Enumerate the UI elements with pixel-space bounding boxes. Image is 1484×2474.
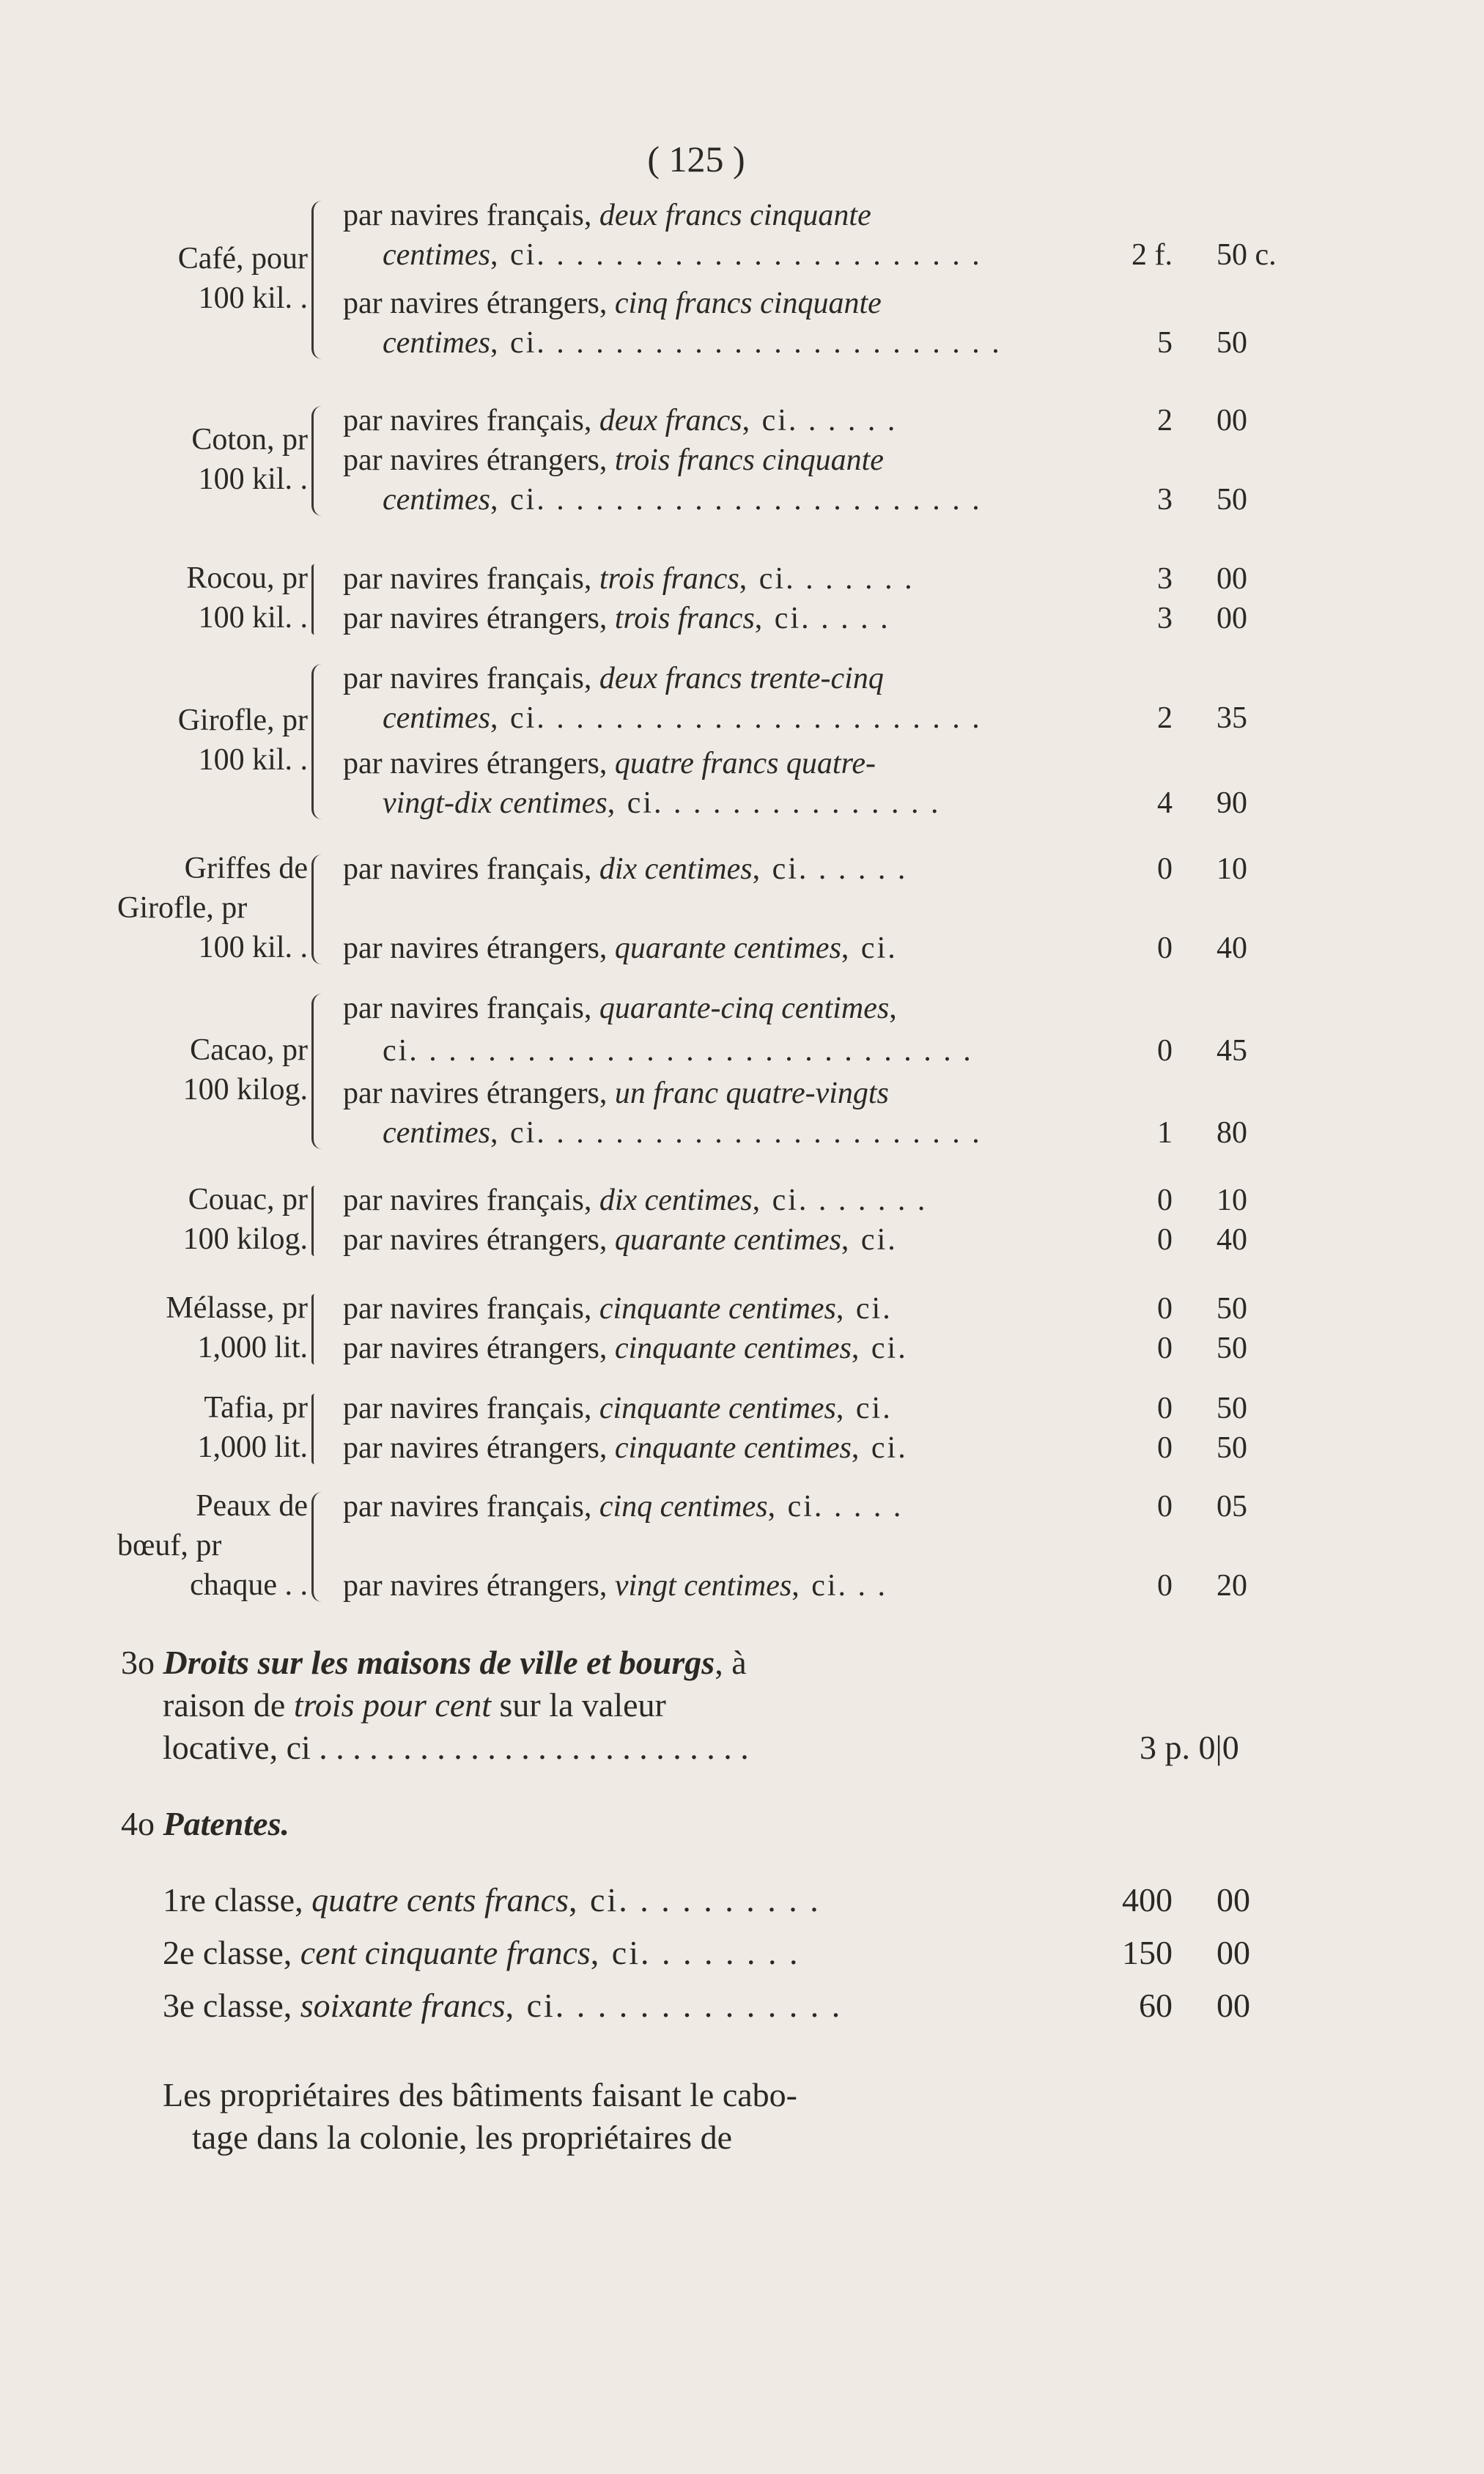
tariff-value-centimes: 10 <box>1217 1184 1247 1217</box>
tariff-line-text: par navires français, <box>343 1392 599 1425</box>
tariff-line <box>343 850 907 888</box>
patente-class-ordinal: 2e <box>163 1934 195 1971</box>
tariff-line-ci: , ci. . . . . . . <box>739 562 915 596</box>
tariff-value-francs: 0 <box>1157 852 1173 886</box>
section-3-title-rest: , à <box>715 1644 747 1681</box>
patente-value-francs: 150 <box>1122 1934 1173 1971</box>
tariff-value-francs: 5 <box>1157 326 1173 360</box>
tariff-line-amount: quarante centimes <box>614 1223 841 1257</box>
tariff-value-francs: 0 <box>1157 1034 1173 1068</box>
tariff-line <box>343 929 898 967</box>
tariff-value-centimes: 35 <box>1217 701 1247 735</box>
tariff-value-centimes: 50 c. <box>1217 238 1277 272</box>
closing-line-2: tage dans la colonie, les propriétaires de <box>192 2119 732 2156</box>
section-3-line-2-a: raison de <box>163 1686 294 1724</box>
tariff-value-centimes: 40 <box>1217 931 1247 965</box>
tariff-value-centimes: 40 <box>1217 1223 1247 1257</box>
tariff-value-francs: 0 <box>1157 1223 1173 1257</box>
tariff-line-text: par navires français, <box>343 662 599 695</box>
tariff-line <box>343 989 899 1027</box>
tariff-value-centimes: 45 <box>1217 1034 1247 1068</box>
tariff-line <box>343 1181 927 1219</box>
tariff-line <box>343 402 897 440</box>
tariff-line <box>343 1074 889 1112</box>
tariff-brace <box>311 564 325 635</box>
tariff-line <box>383 1114 982 1152</box>
tariff-label-line: 100 kil. . <box>198 281 308 315</box>
tariff-brace <box>311 1492 325 1602</box>
tariff-line-ci: , ci. <box>841 1223 898 1257</box>
patente-class-amount: soixante francs <box>300 1987 506 2024</box>
tariff-line-text: par navires français, <box>343 852 599 886</box>
tariff-line-text: par navires français, <box>343 562 599 596</box>
tariff-label-line: Cacao, pr <box>190 1033 308 1067</box>
patente-class-amount: cent cinquante francs <box>300 1934 591 1971</box>
patente-class-ordinal: 1re <box>163 1881 206 1919</box>
tariff-line-amount: centimes <box>383 238 490 272</box>
tariff-line <box>343 1329 908 1367</box>
tariff-label-line: 1,000 lit. <box>197 1430 308 1464</box>
tariff-line-amount: trois francs <box>614 602 755 635</box>
tariff-label-line: 1,000 lit. <box>197 1331 308 1365</box>
tariff-line-text: par navires français, <box>343 1490 599 1524</box>
tariff-value-centimes: 50 <box>1217 326 1247 360</box>
tariff-line <box>343 745 876 783</box>
tariff-line-text: par navires étrangers, <box>343 931 615 965</box>
tariff-line <box>343 599 890 638</box>
tariff-line-ci: , ci. . . . . . <box>742 404 898 437</box>
tariff-line <box>343 284 882 322</box>
tariff-line-ci: , ci. <box>835 1392 893 1425</box>
tariff-line-amount: centimes <box>383 1116 490 1150</box>
tariff-line-amount: cinquante centimes <box>614 1332 852 1365</box>
tariff-line-amount: centimes <box>383 701 490 735</box>
tariff-value-francs: 0 <box>1157 1292 1173 1326</box>
tariff-value-francs: 0 <box>1157 931 1173 965</box>
page-number: ( 125 ) <box>647 139 745 180</box>
patente-class-row <box>163 1879 821 1921</box>
tariff-value-centimes: 50 <box>1217 483 1247 517</box>
tariff-brace <box>311 201 325 359</box>
tariff-value-francs: 3 <box>1157 562 1173 596</box>
tariff-line-amount: un franc quatre-vingts <box>614 1077 889 1110</box>
patente-class-row <box>163 1984 842 2027</box>
tariff-line-amount: cinq francs cinquante <box>614 287 882 320</box>
tariff-brace <box>311 1394 325 1464</box>
patente-class-label: classe, <box>194 1934 300 1971</box>
tariff-value-francs: 0 <box>1157 1184 1173 1217</box>
tariff-line-ci: , ci. . . <box>791 1569 888 1603</box>
tariff-value-centimes: 50 <box>1217 1292 1247 1326</box>
tariff-line-text: par navires français, <box>343 199 599 232</box>
tariff-line-amount: dix centimes <box>599 852 753 886</box>
tariff-value-centimes: 50 <box>1217 1431 1247 1465</box>
tariff-line-text: par navires français, <box>343 1292 599 1326</box>
section-3-heading <box>121 1642 747 1684</box>
tariff-line-ci: , ci. <box>851 1431 908 1465</box>
tariff-label-line: Tafia, pr <box>204 1391 308 1425</box>
tariff-brace <box>311 1186 325 1256</box>
tariff-line-text: par navires étrangers, <box>343 1431 615 1465</box>
tariff-label-line: Girofle, pr <box>177 704 308 737</box>
tariff-brace <box>311 1294 325 1365</box>
tariff-line-amount: dix centimes <box>599 1184 753 1217</box>
tariff-line <box>383 784 941 822</box>
patente-class-row <box>163 1932 800 1974</box>
tariff-line-ci: , ci. . . . . . . . . . . . . . . . . . . . . . . <box>490 483 982 517</box>
tariff-line-ci: , ci. <box>835 1292 893 1326</box>
patente-class-label: classe, <box>194 1987 300 2024</box>
tariff-value-centimes: 05 <box>1217 1490 1247 1524</box>
tariff-line <box>383 236 982 274</box>
tariff-label-line: 100 kilog. <box>182 1222 308 1256</box>
tariff-value-francs: 0 <box>1157 1490 1173 1524</box>
patente-class-ci: , ci. . . . . . . . <box>590 1934 800 1971</box>
tariff-value-centimes: 50 <box>1217 1332 1247 1365</box>
tariff-label-line: Peaux de <box>196 1489 308 1523</box>
section-3-value: 3 p. 0|0 <box>1140 1729 1239 1766</box>
tariff-line-amount: deux francs cinquante <box>599 199 871 232</box>
tariff-line-amount: quarante centimes <box>614 931 841 965</box>
tariff-line-amount: deux francs <box>599 404 742 437</box>
tariff-value-francs: 3 <box>1157 602 1173 635</box>
tariff-value-francs: 0 <box>1157 1431 1173 1465</box>
tariff-line-amount: cinquante centimes <box>599 1392 836 1425</box>
tariff-line-amount: centimes <box>383 483 490 517</box>
tariff-line-ci: , ci. . . . . . . . . . . . . . . . . . . . . . . . <box>490 326 1002 360</box>
tariff-label-line: 100 kil. . <box>198 601 308 635</box>
tariff-value-francs: 2 <box>1157 404 1173 437</box>
tariff-value-francs: 3 <box>1157 483 1173 517</box>
patente-class-ci: , ci. . . . . . . . . . <box>569 1881 821 1919</box>
tariff-line-text: par navires étrangers, <box>343 1569 615 1603</box>
tariff-line-amount: vingt centimes <box>614 1569 792 1603</box>
patente-class-ci: , ci. . . . . . . . . . . . . . <box>505 1987 843 2024</box>
tariff-line <box>343 560 915 598</box>
tariff-value-francs: 1 <box>1157 1116 1173 1150</box>
tariff-line-ci: , ci. . . . . <box>754 602 890 635</box>
tariff-line-amount: cinquante centimes <box>599 1292 836 1326</box>
tariff-brace <box>311 406 325 516</box>
tariff-value-francs: 0 <box>1157 1569 1173 1603</box>
patente-value-centimes: 00 <box>1217 1934 1250 1971</box>
section-3-line-2-b: sur la valeur <box>491 1686 666 1724</box>
tariff-value-francs: 4 <box>1157 786 1173 820</box>
tariff-label-line: Girofle, pr <box>117 891 248 925</box>
tariff-label-line: Coton, pr <box>191 423 308 457</box>
section-4-title: Patentes. <box>163 1805 289 1842</box>
tariff-line <box>343 660 884 698</box>
patente-value-francs: 60 <box>1139 1987 1173 2024</box>
section-3-line-3: locative, ci . . . . . . . . . . . . . . . . . . . . . . . . . . <box>163 1729 749 1766</box>
tariff-label-line: Mélasse, pr <box>166 1291 308 1325</box>
tariff-line-amount: trois francs <box>599 562 739 596</box>
tariff-value-francs: 0 <box>1157 1392 1173 1425</box>
tariff-value-centimes: 80 <box>1217 1116 1247 1150</box>
patente-value-centimes: 00 <box>1217 1987 1250 2024</box>
tariff-line-text: par navires étrangers, <box>343 747 615 780</box>
tariff-value-centimes: 00 <box>1217 562 1247 596</box>
patente-class-ordinal: 3e <box>163 1987 195 2024</box>
tariff-brace <box>311 994 325 1149</box>
tariff-line-ci: ci. . . . . . . . . . . . . . . . . . . . . . . . . . . . . <box>383 1034 973 1068</box>
tariff-value-centimes: 10 <box>1217 852 1247 886</box>
tariff-line-ci: , ci. . . . . . . <box>752 1184 928 1217</box>
tariff-line <box>343 1429 908 1467</box>
tariff-value-centimes: 90 <box>1217 786 1247 820</box>
tariff-line <box>383 1032 973 1070</box>
tariff-label-line: 100 kil. . <box>198 743 308 777</box>
tariff-line-text: par navires étrangers, <box>343 602 615 635</box>
tariff-line <box>343 1290 893 1328</box>
tariff-brace <box>311 664 325 819</box>
tariff-line <box>343 196 871 235</box>
tariff-value-francs: 2 f. <box>1132 238 1173 272</box>
tariff-line-text: par navires étrangers, <box>343 1077 615 1110</box>
section-4-number: 4o <box>121 1805 155 1842</box>
tariff-line-ci: , ci. . . . . . <box>752 852 908 886</box>
tariff-line <box>383 324 1002 362</box>
tariff-line <box>343 1567 887 1605</box>
tariff-line-amount: trois francs cinquante <box>614 443 884 477</box>
section-4-heading <box>121 1803 289 1845</box>
tariff-line <box>343 1221 898 1259</box>
tariff-line-ci: , ci. . . . . . . . . . . . . . . . . . . . . . . <box>490 1116 982 1150</box>
tariff-label-line: 100 kil. . <box>198 462 308 496</box>
tariff-line-text: par navires français, <box>343 404 599 437</box>
tariff-line-ci: , <box>889 992 899 1025</box>
tariff-label-line: Rocou, pr <box>186 561 308 595</box>
section-3-line-2-italic: trois pour cent <box>293 1686 492 1724</box>
tariff-value-francs: 2 <box>1157 701 1173 735</box>
tariff-line-amount: deux francs trente-cinq <box>599 662 884 695</box>
section-3-number: 3o <box>121 1644 155 1681</box>
tariff-line-amount: vingt-dix centimes <box>383 786 608 820</box>
tariff-line-ci: , ci. . . . . . . . . . . . . . . . . . . . . . . <box>490 701 982 735</box>
section-3-line-2 <box>163 1684 666 1727</box>
tariff-label-line: Café, pour <box>177 242 308 276</box>
tariff-line-amount: centimes <box>383 326 490 360</box>
tariff-line-amount: cinquante centimes <box>614 1431 852 1465</box>
patente-class-amount: quatre cents francs <box>311 1881 569 1919</box>
section-3-title: Droits sur les maisons de ville et bourgs <box>163 1644 715 1681</box>
tariff-line-text: par navires étrangers, <box>343 1223 615 1257</box>
tariff-line-text: par navires étrangers, <box>343 443 615 477</box>
tariff-brace <box>311 854 325 964</box>
tariff-label-line: 100 kilog. <box>182 1073 308 1107</box>
tariff-label-line: chaque . . <box>190 1568 308 1602</box>
tariff-line <box>383 481 982 519</box>
tariff-line <box>343 1488 903 1526</box>
tariff-line-ci: , ci. <box>851 1332 908 1365</box>
tariff-line-amount: cinq centimes <box>599 1490 768 1524</box>
tariff-line-ci: , ci. . . . . . . . . . . . . . . . . . . . . . . <box>490 238 982 272</box>
patente-class-label: classe, <box>205 1881 312 1919</box>
tariff-line-ci: , ci. <box>841 931 898 965</box>
closing-line-1: Les propriétaires des bâtiments faisant le cabo- <box>163 2076 798 2113</box>
tariff-label-line: Griffes de <box>184 852 308 885</box>
tariff-label-line: bœuf, pr <box>117 1529 222 1562</box>
patente-value-francs: 400 <box>1122 1881 1173 1919</box>
tariff-line-text: par navires étrangers, <box>343 287 615 320</box>
tariff-label-line: 100 kil. . <box>198 931 308 964</box>
tariff-line-ci: , ci. . . . . . . . . . . . . . . <box>607 786 941 820</box>
patente-value-centimes: 00 <box>1217 1881 1250 1919</box>
tariff-line-text: par navires étrangers, <box>343 1332 615 1365</box>
tariff-line <box>343 1389 893 1428</box>
tariff-value-francs: 0 <box>1157 1332 1173 1365</box>
tariff-value-centimes: 00 <box>1217 602 1247 635</box>
tariff-line-text: par navires français, <box>343 992 599 1025</box>
tariff-line <box>343 441 884 479</box>
tariff-value-centimes: 00 <box>1217 404 1247 437</box>
tariff-line <box>383 699 982 737</box>
tariff-line-amount: quarante-cinq centimes <box>599 992 890 1025</box>
tariff-value-centimes: 50 <box>1217 1392 1247 1425</box>
tariff-line-ci: , ci. . . . . <box>767 1490 904 1524</box>
tariff-value-centimes: 20 <box>1217 1569 1247 1603</box>
tariff-label-line: Couac, pr <box>188 1183 308 1216</box>
tariff-line-text: par navires français, <box>343 1184 599 1217</box>
tariff-line-amount: quatre francs quatre- <box>614 747 876 780</box>
